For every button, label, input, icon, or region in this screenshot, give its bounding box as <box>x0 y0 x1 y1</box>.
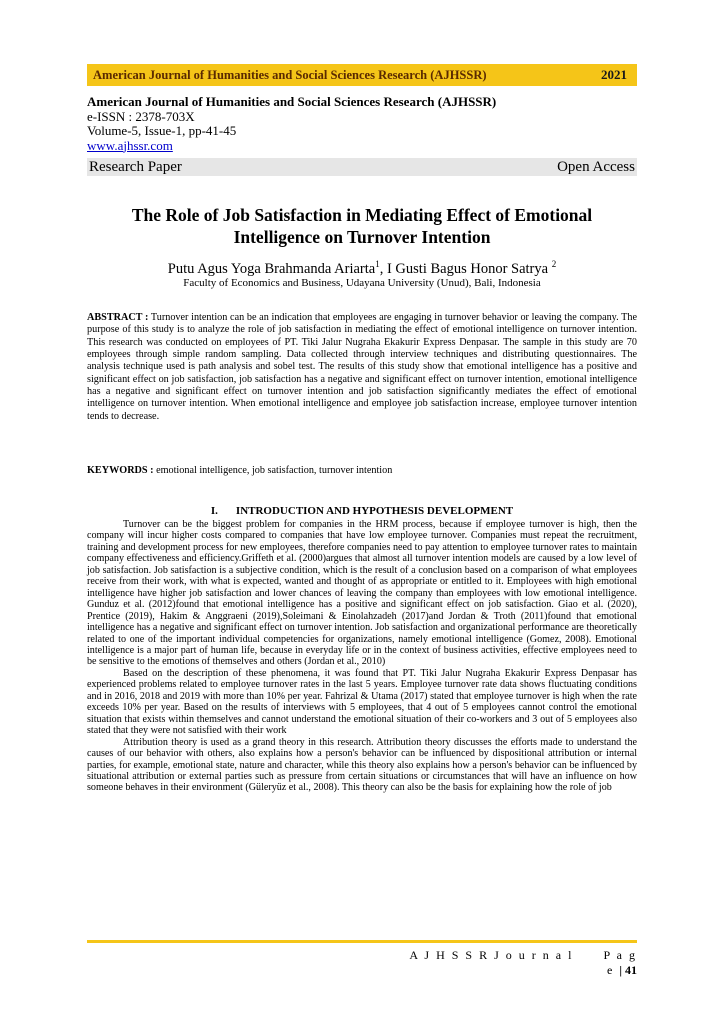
keywords-label: KEYWORDS : <box>87 465 154 476</box>
body-paragraph: Attribution theory is used as a grand theory in this research. Attribution theory discusses the efforts made to understand the causes of our behavior with others, also explains how a person's behavior can be influenced by dispositional attribution or internal parties, for example, emotional state, nature and character, while this theory also explains how a person's behavior can be influenced by situational attribution or external parties such as pressure from certain situations or circumstances that will have an influence on how someone behaves in their environment (Güleryüz et al., 2008). This theory can also be the basis for explaining how the role of job <box>87 736 637 794</box>
author-name: Putu Agus Yoga Brahmanda Ariarta <box>167 260 376 277</box>
author-affiliation: Faculty of Economics and Business, Udayana University (Unud), Bali, Indonesia <box>183 277 541 289</box>
open-access-label: Open Access <box>557 158 635 175</box>
section-heading <box>87 505 637 517</box>
meta-issn: e-ISSN : 2378-703X <box>87 108 195 124</box>
keywords-text: emotional intelligence, job satisfaction, turnover intention <box>153 465 393 476</box>
author-superscript: 1 <box>375 259 380 269</box>
author-name: I Gusti Bagus Honor Satrya <box>386 260 549 277</box>
banner-year: 2021 <box>601 67 627 82</box>
body-paragraph: Turnover can be the biggest problem for companies in the HRM process, because if employee turnover is high, then the company will incur higher costs compared to companies that have low employee turnover. Companies must repeat the recruitment, training and development process for new employees, therefore companies need to pay attention to employee turnover rates to maintain company effectiveness and efficiency.Griffeth et al. (2000)argues that almost all turnover intention models are caused by a low level of job satisfaction. Job satisfaction is a subjective condition, which is the result of a conclusion based on a comparison of what employees receive from their work, with what is expected, wanted and thought of as appropriate or entitled to it. Employees with high emotional intelligence have higher job satisfaction and lower chances of leaving the company than employees with low emotional intelligence. Gunduz et al. (2012)found that emotional intelligence has a positive and significant effect on job satisfaction. Giao et al. (2020), Prentice (2019), Hakim & Anggraeni (2019),Soleimani & Einolahzadeh (2017)and Jordan & Troth (2011)found that emotional intelligence has a negative and significant effect on turnover intention. Job satisfaction and organizational performance are theoretically related to one of the important individual competencies for organizations, namely emotional intelligence (Gomez, 2008). Emotional intelligence is a major part of human life, because in everyday life or in the context of business activities, effective employees need to be sensitive to the emotions of themselves and others (Jordan et al., 2010) <box>87 519 637 668</box>
footer-journal: A J H S S R J o u r n a l <box>409 948 574 962</box>
article-type-label: Research Paper <box>89 158 182 175</box>
section-title: INTRODUCTION AND HYPOTHESIS DEVELOPMENT <box>235 505 514 517</box>
journal-website-link[interactable]: www.ajhssr.com <box>87 137 173 153</box>
article-type-bar <box>87 158 637 176</box>
author-separator: , <box>379 260 387 277</box>
page-footer <box>400 948 637 978</box>
author-superscript: 2 <box>551 259 557 269</box>
keywords <box>87 465 637 476</box>
meta-volume: Volume-5, Issue-1, pp-41-45 <box>87 123 237 138</box>
abstract <box>87 312 637 423</box>
meta-journal-name: American Journal of Humanities and Social Sciences Research (AJHSSR) <box>87 94 497 109</box>
banner-journal-name: American Journal of Humanities and Social Sciences Research (AJHSSR) <box>93 67 487 82</box>
body-text <box>87 519 637 794</box>
footer-page-label: P a g e <box>603 948 637 977</box>
author-list <box>87 259 637 278</box>
paper-title: The Role of Job Satisfaction in Mediating Effect of Emotional Intelligence on Turnover Intention <box>131 205 593 247</box>
abstract-text: Turnover intention can be an indication that employees are engaging in turnover behavior or leaving the company. The purpose of this study is to analyze the role of job satisfaction in mediating the effect of emotional intelligence on turnover intention. This research was conducted on employees of PT. Tiki Jalur Nugraha Ekakurir Express Denpasar. The sample in this study are 70 employees through simple random sampling. Data collected through interview techniques and distributing questionnaires. The analysis technique used is path analysis and sobel test. The results of this study show that emotional intelligence has a positive and significant effect on job satisfaction, job satisfaction has a negative and significant effect on turnover intention, emotional intelligence has a negative and significant effect on turnover intention and job satisfaction significantly mediates the effect of emotional intelligence on turnover intention. When emotional intelligence and employee job satisfaction increase, employee turnover intention tends to decrease. <box>87 312 638 422</box>
footer-page-number: | 41 <box>619 963 637 977</box>
footer-rule <box>87 940 637 943</box>
section-number: I. <box>210 505 218 517</box>
body-paragraph: Based on the description of these phenomena, it was found that PT. Tiki Jalur Nugraha Ekakurir Express Denpasar has experienced problems related to employee turnover rates in the last 5 years. Employee turnover rate data shows fluctuating conditions and in 2016, 2018 and 2019 with more than 10% per year. Fahrizal & Utama (2017) stated that employee turnover is high when the rate exceeds 10% per year. Based on the results of interviews with 5 employees, that 4 out of 5 employees cannot control the emotional situation that exists within themselves and cannot understand the emotional situation of their co-workers and 3 out of 5 employees also stated that they were not satisfied with their work <box>87 667 637 737</box>
abstract-label: ABSTRACT : <box>87 312 149 323</box>
journal-meta <box>87 95 637 153</box>
journal-banner <box>87 64 637 86</box>
